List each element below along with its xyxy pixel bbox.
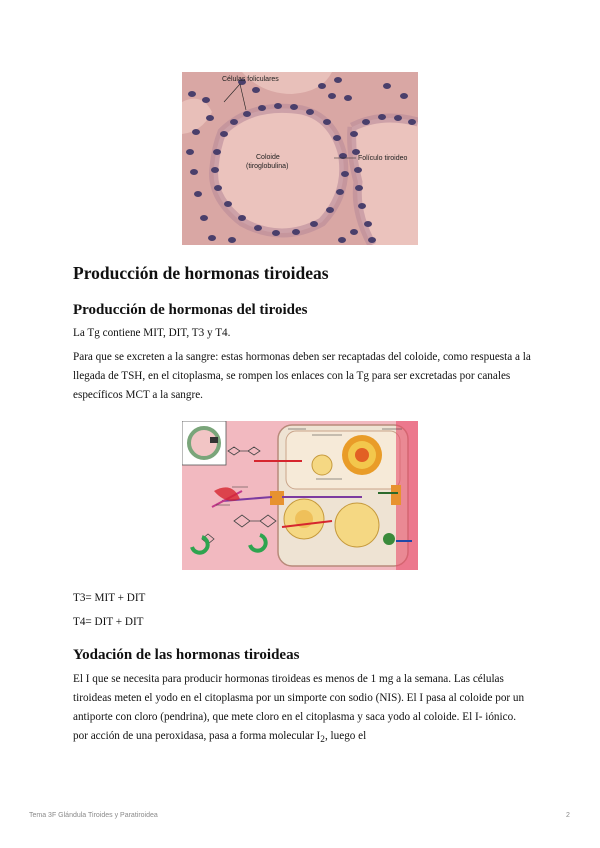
subscript-two: 2 xyxy=(320,735,325,746)
hormone-synthesis-diagram xyxy=(182,421,418,570)
formula-t3: T3= MIT + DIT xyxy=(73,592,146,604)
footer-title: Tema 3F Glándula Tiroides y Paratiroidea xyxy=(29,812,158,819)
paragraph-tg-contents: La Tg contiene MIT, DIT, T3 y T4. xyxy=(73,327,231,339)
paragraph-iodination xyxy=(73,670,533,750)
thyroid-micrograph xyxy=(182,72,418,245)
label-colloid-sub: (tiroglobulina) xyxy=(246,163,289,170)
paragraph-secretion: Para que se excreten a la sangre: estas hormonas deben ser recaptadas del coloide, como respuesta a la llegada de TSH, en el citoplasma, se rompen los enlaces con la Tg para ser excretadas por canales específicos MCT a la sangre. xyxy=(73,351,531,401)
section-title: Producción de hormonas tiroideas xyxy=(73,263,329,283)
subsection-title-iodination: Yodación de las hormonas tiroideas xyxy=(73,647,300,663)
label-follicular-cells: Células foliculares xyxy=(222,76,279,83)
formula-t4: T4= DIT + DIT xyxy=(73,616,144,628)
subsection-title-production: Producción de hormonas del tiroides xyxy=(73,302,308,318)
page-number: 2 xyxy=(566,812,570,819)
label-colloid: Coloide xyxy=(256,154,280,161)
paragraph-iodination-main: El I que se necesita para producir hormonas tiroideas es menos de 1 mg a la semana. Las células tiroideas meten el yodo en el citoplasma por un simporte con sodio (NIS). El I pasa al coloide por un antiporte con cloro (pendrina), que mete cloro en el citoplasma y saca yodo al coloide. El I- iónico. por acción de una peroxidasa, pasa a forma molecular I xyxy=(73,673,525,742)
diagram-image xyxy=(182,421,418,570)
paragraph-iodination-end: , luego el xyxy=(324,730,367,742)
label-follicle: Folículo tiroideo xyxy=(358,155,408,162)
